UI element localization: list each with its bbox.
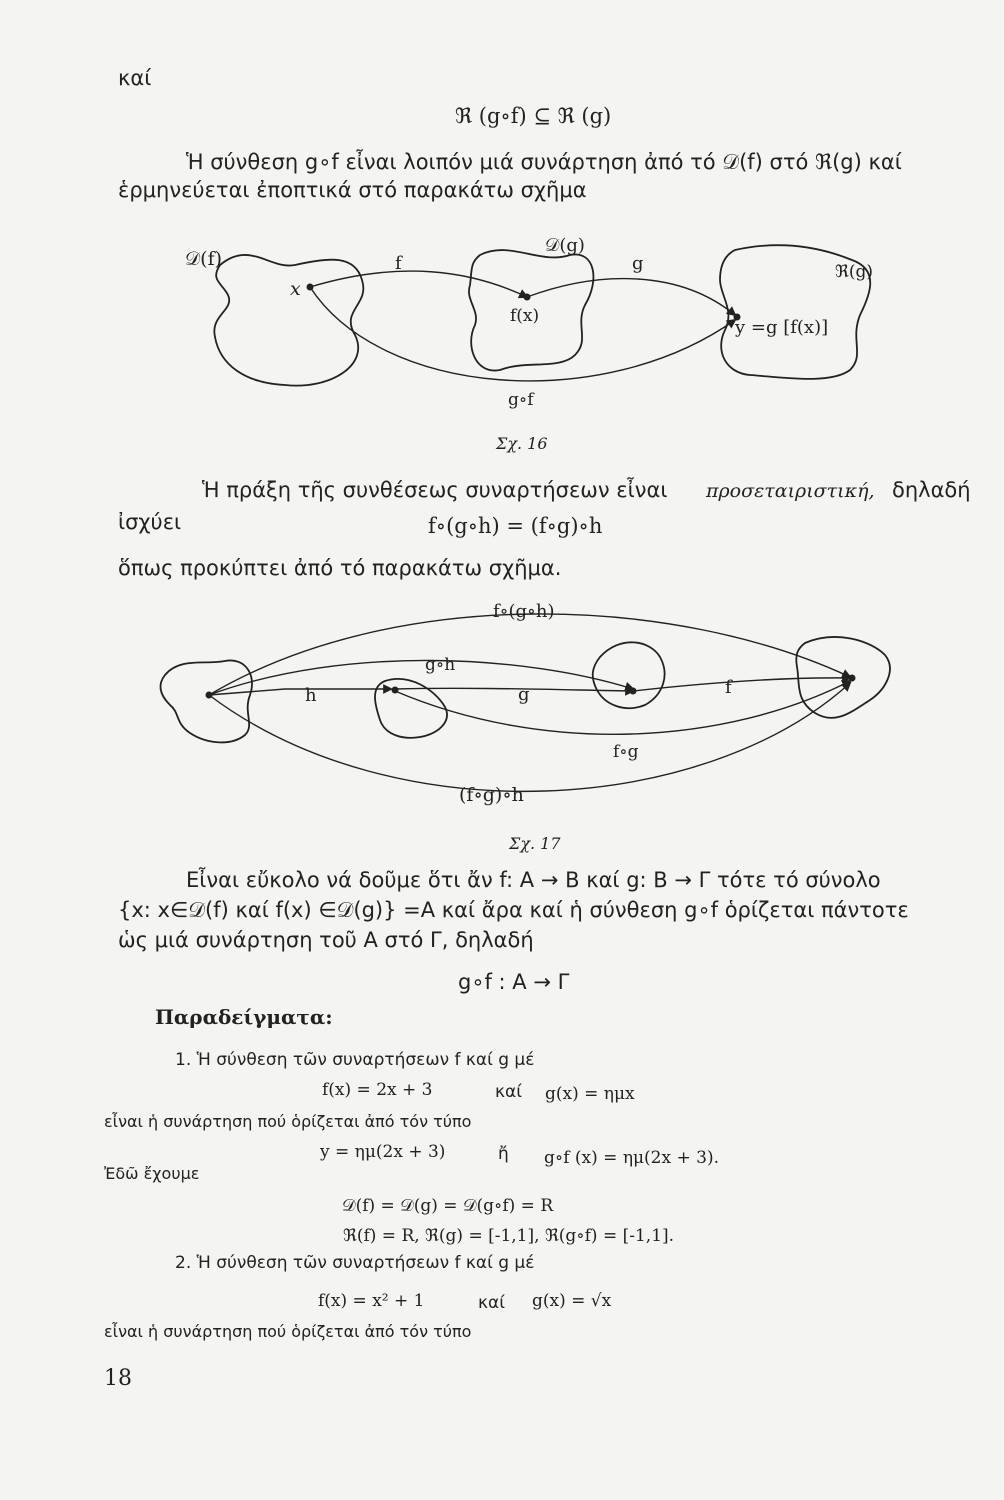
page-number: 18 bbox=[104, 1366, 132, 1391]
label-h: h bbox=[305, 685, 317, 706]
formula-range: ℜ (g∘f) ⊆ ℜ (g) bbox=[455, 104, 612, 128]
example-line: 1. Ἡ σύνθεση τῶν συναρτήσεων f καί g μέ bbox=[175, 1050, 535, 1070]
text-word: ἤ bbox=[498, 1144, 509, 1164]
text-line: Ἡ σύνθεση g∘f εἶναι λοιπόν μιά συνάρτηση ἀπό τό 𝒟(f) στό ℜ(g) καί bbox=[186, 150, 902, 174]
text-line: ἑρμηνεύεται ἐποπτικά στό παρακάτω σχῆμα bbox=[118, 178, 587, 202]
label-fog: f∘g bbox=[613, 742, 639, 762]
formula: f(x) = 2x + 3 bbox=[322, 1080, 433, 1100]
formula: y = ημ(2x + 3) bbox=[320, 1142, 446, 1162]
text-line: {x: x∈𝒟(f) καί f(x) ∈𝒟(g)} =Α καί ἄρα καί ἡ σύνθεση g∘f ὁρίζεται πάντοτε bbox=[118, 898, 909, 922]
formula: g∘f (x) = ημ(2x + 3). bbox=[544, 1148, 719, 1168]
formula: 𝒟(f) = 𝒟(g) = 𝒟(g∘f) = R bbox=[342, 1196, 554, 1216]
label-x: x bbox=[290, 278, 301, 300]
text-line: καί bbox=[118, 66, 152, 90]
example-line: Ἐδῶ ἔχουμε bbox=[104, 1164, 200, 1183]
formula-gof: g∘f : Α → Γ bbox=[458, 970, 570, 994]
label-Df: 𝒟(f) bbox=[185, 248, 223, 270]
label-g: g bbox=[518, 684, 530, 705]
text-line: Εἶναι εὔκολο νά δοῦμε ὅτι ἄν f: Α → Β καί g: Β → Γ τότε τό σύνολο bbox=[186, 868, 881, 892]
text-line: ὅπως προκύπτει ἀπό τό παρακάτω σχῆμα. bbox=[118, 556, 562, 580]
text-line: δηλαδή bbox=[892, 478, 971, 502]
text-italic: προσεταιριστική, bbox=[706, 480, 875, 502]
label-fogh: f∘(g∘h) bbox=[493, 601, 555, 622]
example-line: εἶναι ἡ συνάρτηση πού ὁρίζεται ἀπό τόν τύπο bbox=[104, 1322, 472, 1341]
formula: f(x) = x² + 1 bbox=[318, 1291, 425, 1311]
figure-caption: Σχ. 16 bbox=[496, 434, 548, 453]
formula: g(x) = √x bbox=[532, 1291, 612, 1311]
label-Rg: ℜ(g) bbox=[835, 262, 873, 282]
example-line: εἶναι ἡ συνάρτηση πού ὁρίζεται ἀπό τόν τύπο bbox=[104, 1112, 472, 1131]
text-word: καί bbox=[478, 1293, 505, 1313]
text-line: Ἡ πράξη τῆς συνθέσεως συναρτήσεων εἶναι bbox=[202, 478, 668, 502]
section-heading: Παραδείγματα: bbox=[155, 1005, 333, 1029]
label-fx: f(x) bbox=[510, 306, 540, 326]
domain-f-blob bbox=[214, 255, 363, 386]
formula: ℜ(f) = R, ℜ(g) = [-1,1], ℜ(g∘f) = [-1,1]. bbox=[343, 1226, 675, 1246]
text-word: καί bbox=[495, 1082, 522, 1102]
figure-16 bbox=[180, 225, 900, 460]
label-f: f bbox=[725, 677, 732, 698]
formula-assoc: f∘(g∘h) = (f∘g)∘h bbox=[428, 514, 603, 538]
set-C-blob bbox=[593, 642, 665, 708]
label-fogoh: (f∘g)∘h bbox=[459, 784, 524, 806]
example-line: 2. Ἡ σύνθεση τῶν συναρτήσεων f καί g μέ bbox=[175, 1253, 535, 1273]
set-A-blob bbox=[160, 660, 252, 742]
label-Dg: 𝒟(g) bbox=[545, 235, 585, 256]
figure-17 bbox=[145, 595, 905, 855]
label-f: f bbox=[395, 253, 402, 274]
label-goh: g∘h bbox=[425, 655, 456, 675]
text-line: ἰσχύει bbox=[118, 510, 182, 534]
figure-caption: Σχ. 17 bbox=[509, 834, 561, 853]
text-line: ὡς μιά συνάρτηση τοῦ Α στό Γ, δηλαδή bbox=[118, 928, 534, 952]
label-y: y =g [f(x)] bbox=[735, 317, 829, 338]
label-g: g bbox=[632, 253, 644, 274]
formula: g(x) = ημx bbox=[545, 1084, 635, 1104]
label-gof: g∘f bbox=[508, 390, 534, 410]
